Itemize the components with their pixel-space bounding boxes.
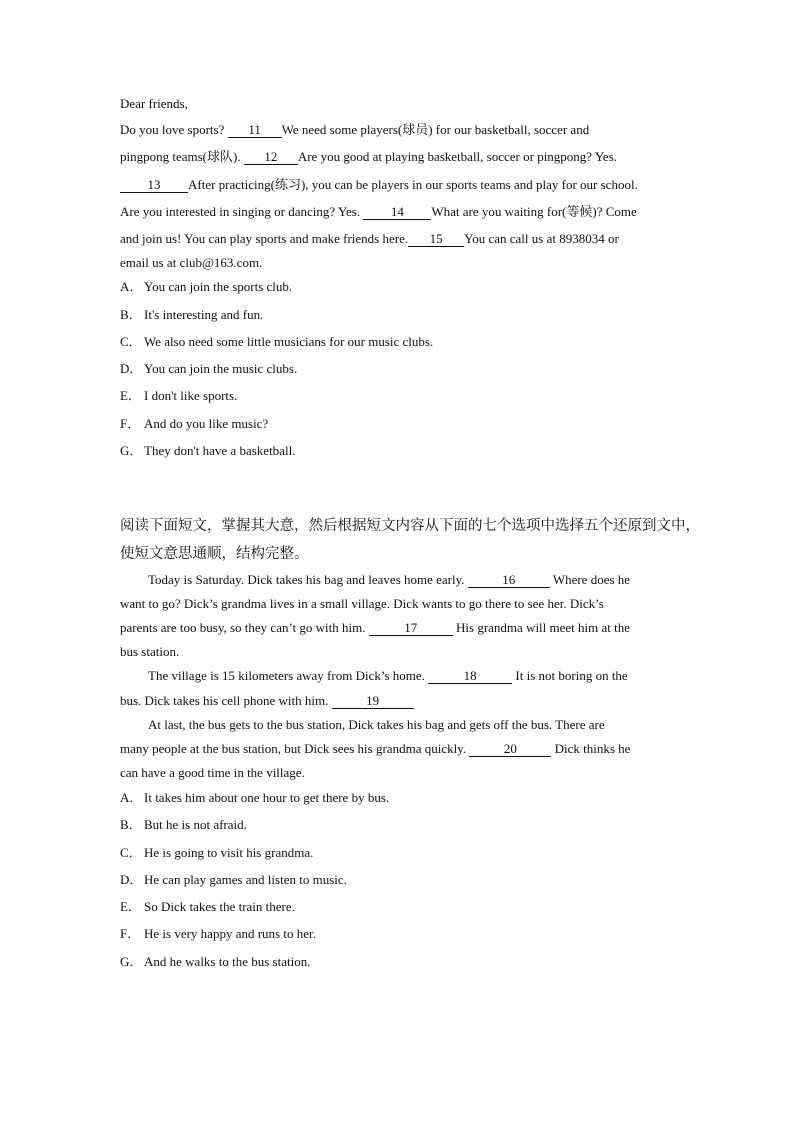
blank-19[interactable]: 19 [332,694,414,709]
option-text: You can join the sports club. [144,279,293,294]
instructions-line-2: 使短文意思通顺，结构完整。 [120,546,309,562]
text: It is not boring on the [515,668,628,683]
text: many people at the bus station, but Dick sees his grandma quickly. [120,741,467,756]
option-c [120,334,433,350]
blank-11[interactable]: 11 [228,123,282,138]
text: Where does he [552,572,631,587]
option-letter: E． [120,388,141,403]
text: Today is Saturday. Dick takes his bag and leaves home early. [148,572,465,587]
passage1-line-5 [120,231,619,247]
option-letter: G． [120,443,143,458]
option-letter: G． [120,954,143,969]
option-text: They don't have a basketball. [144,443,296,458]
text: Dick thinks he [554,741,631,756]
passage1-line-3 [120,177,638,193]
passage2-line-4: bus station. [120,644,180,659]
option-letter: C． [120,845,142,860]
blank-16[interactable]: 16 [468,573,550,588]
passage2-line-8 [120,741,630,757]
option-text: You can join the music clubs. [144,361,298,376]
blank-20[interactable]: 20 [469,742,551,757]
text: bus. Dick takes his cell phone with him. [120,693,329,708]
text: You can call us at 8938034 or [464,231,619,246]
option-text: He is very happy and runs to her. [144,926,316,941]
option2-c [120,845,313,861]
option-text: And do you like music? [144,416,269,431]
blank-13[interactable]: 13 [120,178,188,193]
passage1-line-1 [120,122,589,138]
option-g [120,443,295,459]
blank-15[interactable]: 15 [408,232,464,247]
option-letter: A． [120,279,143,294]
option2-d [120,872,347,888]
text: parents are too busy, so they can’t go with him. [120,620,366,635]
blank-12[interactable]: 12 [244,150,298,165]
option-text: He is going to visit his grandma. [144,845,314,860]
option-letter: B． [120,817,142,832]
option-letter: D． [120,361,143,376]
option-text: It's interesting and fun. [144,307,264,322]
passage1-line-6: email us at club@163.com. [120,255,263,270]
text: and join us! You can play sports and make friends here. [120,231,409,246]
passage2-line-6 [120,693,414,709]
text: Are you interested in singing or dancing? Yes. [120,204,361,219]
passage2-line-1 [148,572,630,588]
option-text: It takes him about one hour to get there by bus. [144,790,390,805]
option-letter: D． [120,872,143,887]
option-letter: B． [120,307,142,322]
option-d [120,361,297,377]
blank-18[interactable]: 18 [428,669,512,684]
text: We need some players(球员) for our basketball, soccer and [281,122,590,137]
text: His grandma will meet him at the [456,620,631,635]
passage2-line-5 [148,668,628,684]
blank-14[interactable]: 14 [363,205,431,220]
passage2-line-3 [120,620,630,636]
option-a [120,279,292,295]
option-text: But he is not afraid. [144,817,247,832]
text: The village is 15 kilometers away from Dick’s home. [148,668,425,683]
text: pingpong teams(球队). [120,149,241,164]
blank-17[interactable]: 17 [369,621,453,636]
option-f [120,416,268,432]
option2-a [120,790,389,806]
option-text: He can play games and listen to music. [144,872,347,887]
text: What are you waiting for(等候)? Come [431,204,637,219]
option-text: So Dick takes the train there. [144,899,295,914]
passage2-line-9: can have a good time in the village. [120,765,305,780]
option2-b [120,817,247,833]
option-letter: E． [120,899,141,914]
option-text: We also need some little musicians for our music clubs. [144,334,434,349]
text: Do you love sports? [120,122,225,137]
option2-g [120,954,310,970]
option-e [120,388,237,404]
option2-f [120,926,316,942]
option-b [120,307,263,323]
passage1-line-2 [120,149,617,165]
text: After practicing(练习), you can be players in our sports teams and play for our school. [188,177,638,192]
option-letter: F． [120,416,141,431]
passage1-line-4 [120,204,637,220]
option-letter: F． [120,926,141,941]
letter-greeting: Dear friends, [120,96,188,111]
option-letter: C． [120,334,142,349]
text: Are you good at playing basketball, soccer or pingpong? Yes. [297,149,618,164]
option-text: And he walks to the bus station. [144,954,311,969]
instructions-line-1: 阅读下面短文，掌握其大意，然后根据短文内容从下面的七个选项中选择五个还原到文中， [120,518,700,534]
option2-e [120,899,295,915]
passage2-line-7: At last, the bus gets to the bus station, Dick takes his bag and gets off the bus. There are [148,717,605,732]
passage2-line-2: want to go? Dick’s grandma lives in a small village. Dick wants to go there to see her. Dick’s [120,596,604,611]
option-letter: A． [120,790,143,805]
option-text: I don't like sports. [144,388,238,403]
